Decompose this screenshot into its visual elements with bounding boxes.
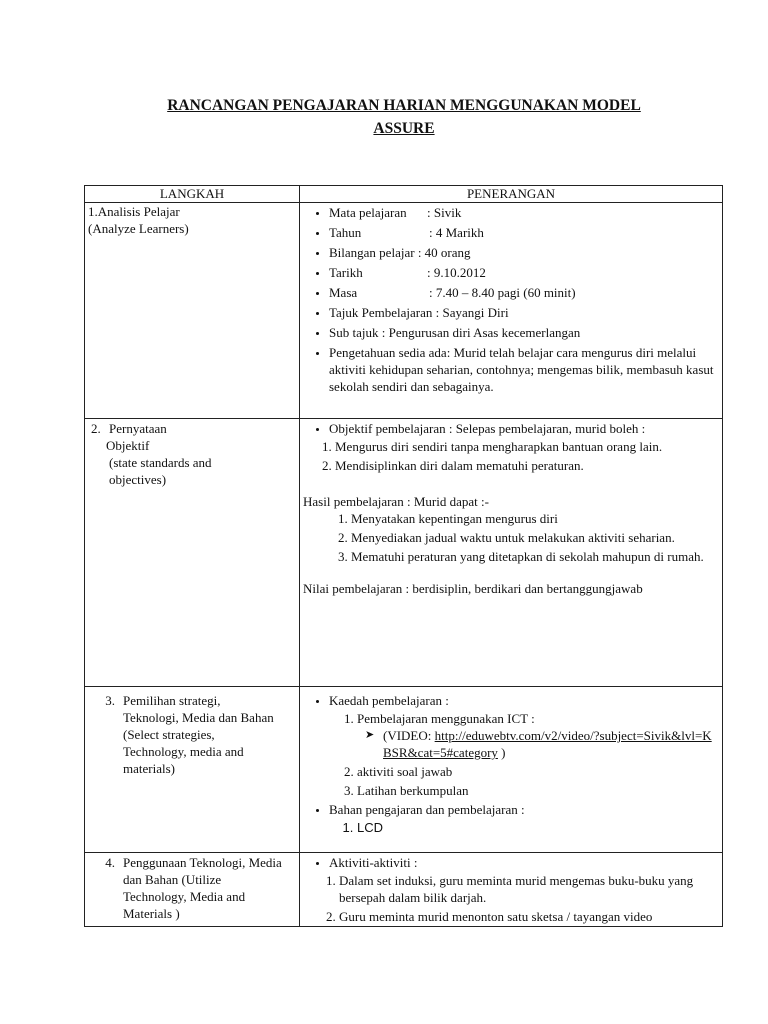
description-cell	[300, 203, 723, 419]
objectives-list	[303, 438, 719, 474]
step-line: (state standards and	[109, 455, 212, 470]
table-row	[85, 853, 723, 927]
step-subtitle: (Analyze Learners)	[88, 221, 189, 236]
activities-heading: • Aktiviti-aktiviti :	[329, 854, 719, 871]
list-item: ➤ (VIDEO: http://eduwebtv.com/v2/video/?subject=Sivik&lvl=KBSR&cat=5#category )	[365, 728, 712, 760]
table-row	[85, 687, 723, 853]
step-cell	[85, 687, 300, 853]
outcome-heading: Hasil pembelajaran : Murid dapat :-	[303, 494, 489, 509]
document-title	[84, 94, 724, 140]
list-item: • Tarikh : 9.10.2012	[329, 264, 719, 281]
list-item: 2. Mendisiplinkan diri dalam mematuhi peraturan.	[335, 457, 719, 474]
values-text: Nilai pembelajaran : berdisiplin, berdikari dan bertanggungjawab	[303, 581, 643, 596]
video-link[interactable]: http://eduwebtv.com/v2/video/?subject=Sivik&lvl=KBSR&cat=5#category	[383, 728, 712, 760]
step-line: objectives)	[109, 472, 167, 487]
list-item: 3. Mematuhi peraturan yang ditetapkan di sekolah mahupun di rumah.	[351, 548, 719, 565]
header-penerangan: PENERANGAN	[300, 186, 723, 203]
step-cell	[85, 419, 300, 687]
table-row	[85, 203, 723, 419]
table-row	[85, 419, 723, 687]
list-item: • Mata pelajaran : Sivik	[329, 204, 719, 221]
description-cell	[300, 419, 723, 687]
step-text: Penggunaan Teknologi, Media dan Bahan (Utilize Technology, Media and Materials )	[123, 855, 282, 921]
header-row	[85, 186, 723, 203]
step-number: 4.	[105, 855, 115, 870]
list-item: 2. Menyediakan jadual waktu untuk melakukan aktiviti seharian.	[351, 529, 719, 546]
list-item: • Tajuk Pembelajaran : Sayangi Diri	[329, 304, 719, 321]
learner-info-list	[303, 204, 719, 395]
method-heading: • Kaedah pembelajaran :	[329, 692, 719, 709]
list-item: 2. aktiviti soal jawab	[357, 763, 719, 780]
step-cell	[85, 203, 300, 419]
step-cell	[85, 853, 300, 927]
list-item: 1. Mengurus diri sendiri tanpa mengharapkan bantuan orang lain.	[335, 438, 719, 455]
list-item: 2. Guru meminta murid menonton satu sketsa / tayangan video	[339, 908, 719, 925]
list-item: 1. LCD	[357, 819, 719, 836]
materials-heading: • Bahan pengajaran dan pembelajaran :	[329, 801, 719, 818]
step-line: Objektif	[106, 438, 150, 453]
list-item: • Sub tajuk : Pengurusan diri Asas kecemerlangan	[329, 324, 719, 341]
list-item: • Masa : 7.40 – 8.40 pagi (60 minit)	[329, 284, 719, 301]
arrow-bullet-icon: ➤	[365, 729, 375, 741]
activities-list	[303, 872, 719, 925]
title-line-2: ASSURE	[373, 120, 435, 137]
header-langkah: LANGKAH	[85, 186, 300, 203]
step-text: Pemilihan strategi, Teknologi, Media dan Bahan (Select strategies, Technology, media and materials)	[123, 693, 274, 776]
title-line-1: RANCANGAN PENGAJARAN HARIAN MENGGUNAKAN MODEL	[167, 97, 641, 114]
list-item: • Bilangan pelajar : 40 orang	[329, 244, 719, 261]
list-item: • Tahun : 4 Marikh	[329, 224, 719, 241]
step-title: 1.Analisis Pelajar	[88, 204, 180, 219]
list-item: 1. Pembelajaran menggunakan ICT : ➤ (VIDEO: http://eduwebtv.com/v2/video/?subject=Sivik&lvl=KBSR&cat=5#category )	[357, 710, 719, 761]
step-number: 3.	[105, 693, 115, 708]
methods-list	[303, 710, 719, 799]
step-line: Pernyataan	[109, 421, 167, 436]
list-item: 1. Menyatakan kepentingan mengurus diri	[351, 510, 719, 527]
description-cell	[300, 853, 723, 927]
lesson-plan-table	[84, 185, 723, 927]
list-item: 1. Dalam set induksi, guru meminta murid mengemas buku-buku yang bersepah dalam bilik darjah.	[339, 872, 719, 906]
list-item: • Pengetahuan sedia ada: Murid telah belajar cara mengurus diri melalui aktiviti kehidupan seharian, contohnya; mengemas bilik, membasuh kasut sekolah sendiri dan sebagainya.	[329, 344, 719, 395]
objective-heading: • Objektif pembelajaran : Selepas pembelajaran, murid boleh :	[329, 420, 719, 437]
list-item: 3. Latihan berkumpulan	[357, 782, 719, 799]
description-cell	[300, 687, 723, 853]
outcomes-list	[303, 510, 719, 565]
materials-list	[303, 819, 719, 836]
step-number: 2.	[91, 421, 101, 436]
